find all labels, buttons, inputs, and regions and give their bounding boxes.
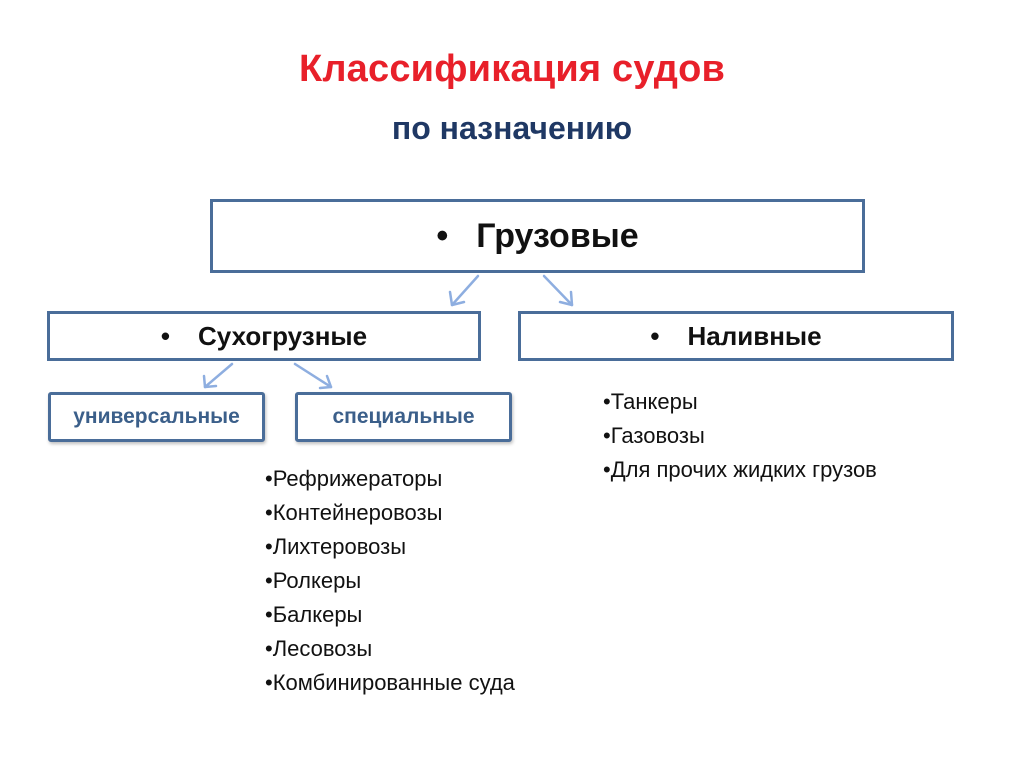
list-item: •Комбинированные суда <box>265 670 515 695</box>
arrow-dry-to-special <box>295 364 331 388</box>
liquid-cargo-list <box>603 385 877 487</box>
list-item: •Лихтеровозы <box>265 534 407 559</box>
category-liquid-cargo-label: Наливные <box>687 320 822 351</box>
arrow-root-to-dry <box>450 276 478 305</box>
subtype-universal-box <box>48 392 265 442</box>
list-item: •Рефрижераторы <box>265 466 443 491</box>
diagram-title: Классификация судов <box>298 48 726 90</box>
arrow-dry-to-universal <box>204 364 232 387</box>
category-cargo-box <box>210 199 865 273</box>
list-item: •Контейнеровозы <box>265 500 443 525</box>
subtype-special-label: специальные <box>332 405 475 428</box>
arrow-root-to-liquid <box>544 276 572 305</box>
bullet-icon: • <box>436 216 449 255</box>
category-liquid-cargo-box <box>518 311 954 361</box>
diagram-subtitle: по назначению <box>391 110 633 146</box>
special-vessels-list <box>265 462 515 700</box>
list-item: •Танкеры <box>603 389 698 414</box>
category-dry-cargo-label: Сухогрузные <box>198 320 368 351</box>
list-item: •Балкеры <box>265 602 363 627</box>
category-dry-cargo-box <box>47 311 481 361</box>
list-item: •Ролкеры <box>265 568 362 593</box>
bullet-icon: • <box>160 320 171 351</box>
list-item: •Для прочих жидких грузов <box>603 457 877 482</box>
list-item: •Газовозы <box>603 423 705 448</box>
category-cargo-label: Грузовые <box>476 216 639 255</box>
list-item: •Лесовозы <box>265 636 373 661</box>
bullet-icon: • <box>650 320 660 351</box>
subtype-universal-label: универсальные <box>73 405 240 428</box>
subtype-special-box <box>295 392 512 442</box>
